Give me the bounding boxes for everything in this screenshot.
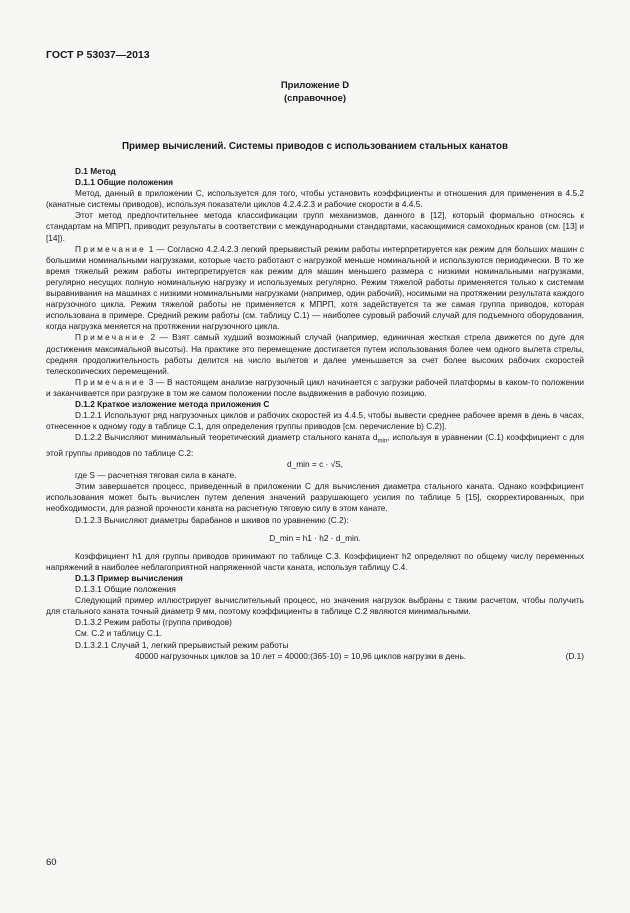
paragraph: Метод, данный в приложении С, используется для того, чтобы установить коэффициенты и отношения для применения в 4.5.2 (канатные системы приводов), используя показатели циклов 4.2.4.2.3 и рабочие скорости в 4.4.5. xyxy=(46,188,584,210)
note-3 xyxy=(46,377,584,399)
paragraph: D.1.2.1 Используют ряд нагрузочных циклов и рабочих скоростей из 4.4.5, чтобы вывести среднее рабочее время в день в часах, отнесенное к одному году в таблице С.1, для определения группы приводов [см. перечисление b) С.2)]. xyxy=(46,410,584,432)
note-label: Примечание xyxy=(75,376,147,387)
heading-d1321: D.1.3.2.1 Случай 1, легкий прерывистый режим работы xyxy=(75,639,289,650)
appendix-title: Приложение D xyxy=(280,80,350,91)
heading-d12: D.1.2 Краткое изложение метода приложения С xyxy=(75,398,270,409)
paragraph: Коэффициент h1 для группы приводов принимают по таблице С.3. Коэффициент h2 определяют по общему числу переменных напряжений в наиболее неблагоприятной напряженной части каната, используя таблицу С.4. xyxy=(46,550,584,572)
appendix-subtitle: (справочное) xyxy=(283,93,347,104)
heading-d131: D.1.3.1 Общие положения xyxy=(75,584,176,595)
paragraph: где S — расчетная тяговая сила в канате. xyxy=(75,470,237,481)
note-label: Примечание xyxy=(75,332,147,343)
section-title: Пример вычислений. Системы приводов с использованием стальных канатов xyxy=(121,141,509,152)
heading-d11: D.1.1 Общие положения xyxy=(75,177,174,188)
paragraph: Этим завершается процесс, приведенный в приложении С для вычисления диаметра стального каната. Однако коэффициент использования может быть вычислен путем деления значений разрушающего усилия по таблице 5 [15], скорректированных, при необходимости, для разной прочности каната на расчетную тяговую силу в этом канате. xyxy=(46,481,584,514)
equation-number: (D.1) xyxy=(565,650,584,661)
note-label: Примечание xyxy=(75,243,147,254)
body-text xyxy=(46,166,584,662)
note-2 xyxy=(46,332,584,376)
formula-c1: d_min = c · √S, xyxy=(287,459,343,470)
paragraph: См. С.2 и таблицу С.1. xyxy=(75,628,163,639)
note-text: 2 — Взят самый худший возможный случай (например, единичная жесткая стрела движется по дуге для достижения максимальной высоты). На практике это перемещение достигается путем использования более чем одного вылета стрелы, средняя продолжительность работы делится на число вылетов и далее уменьшается за счет более высоких рабочих скоростей телескопических перемещений. xyxy=(46,332,584,376)
paragraph: D.1.2.3 Вычисляют диаметры барабанов и шкивов по уравнению (С.2): xyxy=(75,514,349,525)
heading-d132: D.1.3.2 Режим работы (группа приводов) xyxy=(75,617,232,628)
formula-c2: D_min = h1 · h2 · d_min. xyxy=(269,532,361,543)
standard-header: ГОСТ Р 53037—2013 xyxy=(46,49,150,61)
paragraph-d122: D.1.2.2 Вычисляют минимальный теоретический диаметр стального каната $d_{min}$, используя в уравнении (С.1) коэффициент с для этой группы приводов по таблице С.2: xyxy=(46,432,584,458)
paragraph: Следующий пример иллюстрирует вычислительный процесс, но значения нагрузок выбраны с таким расчетом, чтобы получить для стального каната точный диаметр 9 мм, поэтому коэффициенты в таблице С.2 являются минимальными. xyxy=(46,595,584,617)
calculation-d1: 40000 нагрузочных циклов за 10 лет = 40000:(365·10) = 10,96 циклов нагрузки в день. (D.1) xyxy=(135,650,584,661)
paragraph: Этот метод предпочтительнее метода классификации групп механизмов, данного в [12], который формально относясь к стандартам на МПРП, приводит результаты в соответствии с международными стандартами, касающимися самоходных кранов (см. [13] и [14]). xyxy=(46,210,584,243)
heading-d13: D.1.3 Пример вычисления xyxy=(75,572,183,583)
note-1 xyxy=(46,244,584,333)
heading-d1: D.1 Метод xyxy=(75,166,116,176)
page-number: 60 xyxy=(46,857,57,868)
note-text: 1 — Согласно 4.2.4.2.3 легкий прерывистый режим работы интерпретируется как режим для больших машин с большими номинальными нагрузками, которые часто работают с нагрузкой меньше номинальной и используются периодически. В то же время тяжелый режим работы интерпретируется как режим для машин меньшего размера с низкими номинальными нагрузками, регулярно несущих полную номинальную нагрузку и используемых регулярно. Режим тяжелой работы применяется только к системам выравнивания на машинах с низкими номинальными нагрузками (например, один рабочий), носимыми на протяжении результата каждого нагрузочного цикла. Режим тяжелой работы не применяется к МПРП, хотя задействуется та же самая группа приводов, которая использована в примере. Средний режим работы (см. таблицу С.1) — наиболее суровый рабочий случай для подъемного оборудования, когда нагрузка меняется на протяжении нагрузочного цикла. xyxy=(46,243,584,332)
note-text: 3 — В настоящем анализе нагрузочный цикл начинается с загрузки рабочей платформы в каком-то положении и заканчивается при разгрузке в том же самом положении после выдвижения в рабочую позицию. xyxy=(46,376,585,398)
